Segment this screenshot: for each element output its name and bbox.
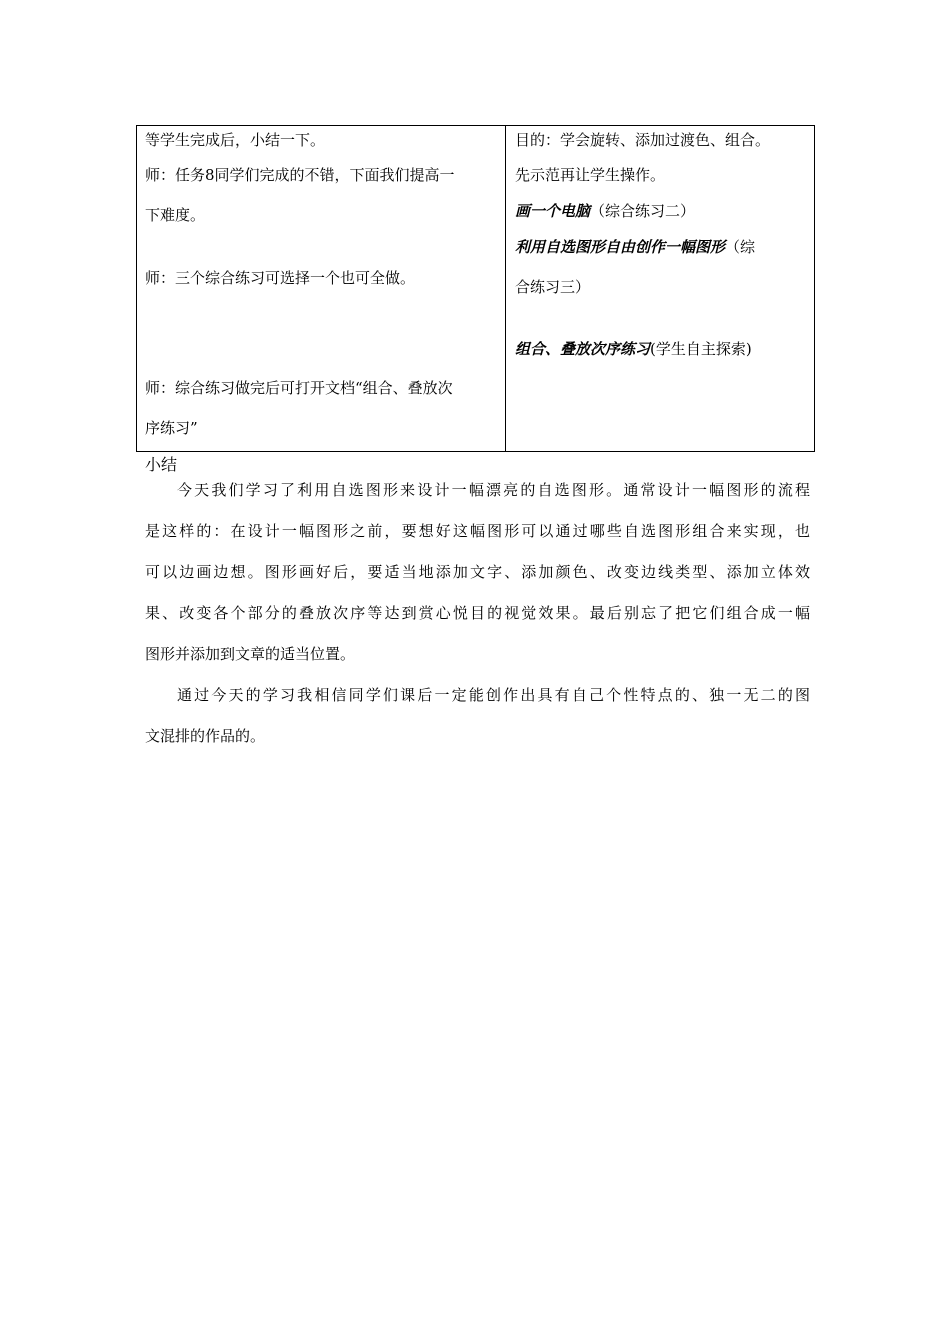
right-line-item1 [515, 201, 695, 221]
right-line-item2-cont: 合练习三） [515, 278, 591, 296]
summary-paragraph-2 [145, 675, 810, 757]
right-line-item2 [515, 237, 755, 257]
para1-line-4: 果、改变各个部分的叠放次序等达到赏心悦目的视觉效果。最后别忘了把它们组合成一幅 [145, 604, 810, 622]
item2-title: 利用自选图形自由创作一幅图形 [515, 238, 726, 256]
summary-paragraph-1 [145, 470, 810, 675]
item2-note-a: （综 [725, 238, 756, 256]
para2-line-1: 通过今天的学习我相信同学们课后一定能创作出具有自己个性特点的、独一无二的图 [177, 686, 810, 704]
para2-line-2: 文混排的作品的。 [145, 727, 266, 745]
summary-heading: 小结 [145, 455, 178, 474]
lesson-table [136, 125, 815, 452]
right-line-item3 [515, 339, 752, 359]
right-line-purpose: 目的：学会旋转、添加过渡色、组合。 [515, 131, 771, 149]
para1-line-2: 是这样的：在设计一幅图形之前，要想好这幅图形可以通过哪些自选图形组合来实现，也 [145, 522, 810, 540]
column-divider [505, 126, 506, 451]
left-line-1: 等学生完成后，小结一下。 [145, 131, 326, 149]
left-line-5: 师：综合练习做完后可打开文档“组合、叠放次 [145, 379, 453, 397]
left-line-4: 师：三个综合练习可选择一个也可全做。 [145, 269, 416, 287]
left-line-2: 师：任务8同学们完成的不错，下面我们提高一 [145, 166, 455, 184]
item1-note: （综合练习二） [590, 202, 696, 220]
para1-line-1: 今天我们学习了利用自选图形来设计一幅漂亮的自选图形。通常设计一幅图形的流程 [177, 481, 810, 499]
item1-title: 画一个电脑 [515, 202, 591, 220]
item3-note: (学生自主探索) [650, 340, 752, 358]
para1-line-5: 图形并添加到文章的适当位置。 [145, 645, 356, 663]
right-line-demo: 先示范再让学生操作。 [515, 166, 666, 184]
para1-line-3: 可以边画边想。图形画好后，要适当地添加文字、添加颜色、改变边线类型、添加立体效 [145, 563, 810, 581]
item3-title: 组合、叠放次序练习 [515, 340, 651, 358]
left-line-6: 序练习” [145, 419, 198, 437]
left-line-3: 下难度。 [145, 206, 206, 224]
